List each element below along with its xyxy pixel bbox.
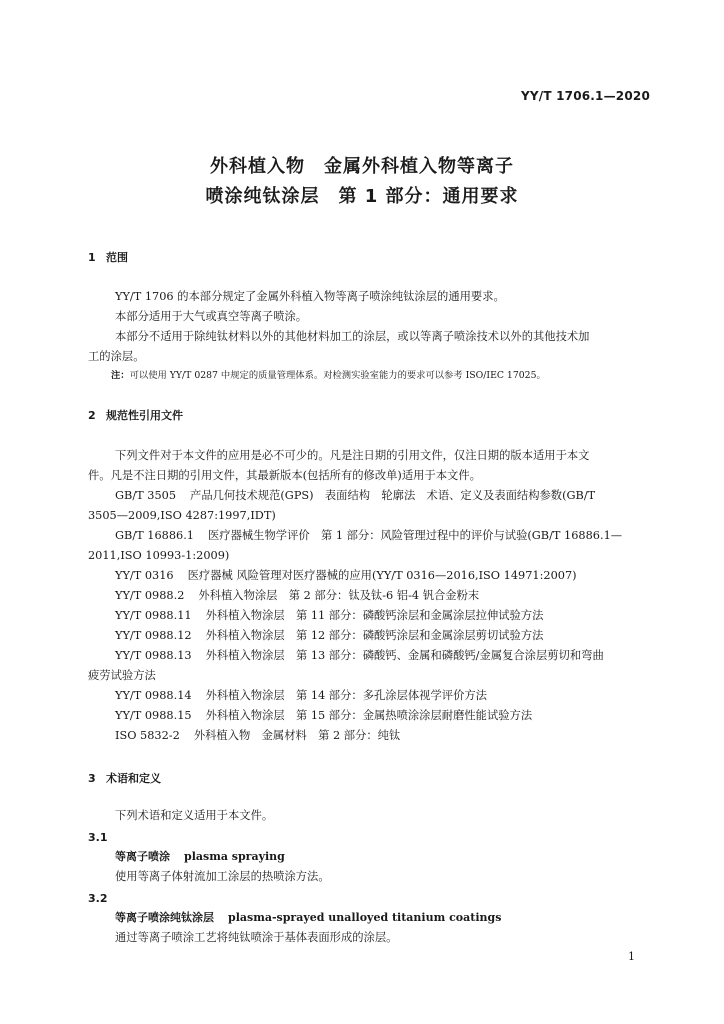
reference-code: YY/T 0988.12	[115, 629, 192, 642]
reference-title: 外科植入物 金属材料 第 2 部分：纯钛	[193, 729, 401, 742]
section-title: 规范性引用文件	[106, 409, 183, 422]
section-2-heading	[88, 407, 183, 423]
reference-title: 医疗器械生物学评价 第 1 部分：风险管理过程中的评价与试验(GB/T 16886.1—	[207, 529, 623, 542]
section-number: 2	[88, 409, 96, 422]
reference-item	[115, 486, 595, 506]
reference-title: 医疗器械 风险管理对医疗器械的应用(YY/T 0316—2016,ISO 14971:2007)	[187, 569, 577, 582]
term-entry	[115, 847, 285, 867]
reference-title: 外科植入物涂层 第 13 部分：磷酸钙、金属和磷酸钙/金属复合涂层剪切和弯曲	[205, 649, 604, 662]
reference-item	[115, 586, 479, 606]
term-english: plasma spraying	[184, 850, 285, 863]
section-3-heading	[88, 770, 161, 786]
reference-code: GB/T 16886.1	[115, 529, 194, 542]
terms-intro: 下列术语和定义适用于本文件。	[115, 809, 274, 822]
section-1-heading	[88, 249, 128, 265]
reference-item	[115, 706, 532, 726]
term-definition: 通过等离子喷涂工艺将纯钛喷涂于基体表面形成的涂层。	[115, 931, 398, 944]
term-definition: 使用等离子体射流加工涂层的热喷涂方法。	[115, 870, 330, 883]
scope-paragraph-3-line-1: 本部分不适用于除纯钛材料以外的其他材料加工的涂层，或以等离子喷涂技术以外的其他技术加	[115, 330, 590, 343]
scope-paragraph-2: 本部分适用于大气或真空等离子喷涂。	[115, 310, 308, 323]
reference-title: 外科植入物涂层 第 14 部分：多孔涂层体视学评价方法	[205, 689, 487, 702]
reference-code: YY/T 0988.13	[115, 649, 192, 662]
section-title: 范围	[106, 251, 128, 264]
reference-code: YY/T 0988.14	[115, 689, 192, 702]
reference-continuation: 疲劳试验方法	[88, 669, 156, 682]
scope-paragraph-3-line-2: 工的涂层。	[88, 350, 145, 363]
reference-code: YY/T 0988.15	[115, 709, 192, 722]
reference-continuation: 3505—2009,ISO 4287:1997,IDT)	[88, 509, 276, 522]
reference-item	[115, 646, 604, 666]
page-number: 1	[628, 950, 635, 963]
reference-code: YY/T 0316	[115, 569, 174, 582]
term-number: 3.2	[88, 892, 108, 905]
reference-item	[115, 726, 400, 746]
reference-title: 产品几何技术规范(GPS) 表面结构 轮廓法 术语、定义及表面结构参数(GB/T	[190, 489, 596, 502]
note-label: 注：	[111, 370, 130, 381]
section-number: 1	[88, 251, 96, 264]
reference-code: YY/T 0988.11	[115, 609, 192, 622]
term-number: 3.1	[88, 831, 108, 844]
reference-item	[115, 626, 543, 646]
reference-item	[115, 526, 622, 546]
term-chinese: 等离子喷涂	[115, 850, 170, 863]
section-number: 3	[88, 772, 96, 785]
scope-paragraph-1: YY/T 1706 的本部分规定了金属外科植入物等离子喷涂纯钛涂层的通用要求。	[115, 290, 505, 303]
note-text: 可以使用 YY/T 0287 中规定的质量管理体系。对检测实验室能力的要求可以参考 ISO/IEC 17025。	[129, 370, 546, 381]
section-title: 术语和定义	[106, 772, 161, 785]
document-title-line-1: 外科植入物 金属外科植入物等离子	[210, 156, 514, 177]
references-intro-line-1: 下列文件对于本文件的应用是必不可少的。凡是注日期的引用文件，仅注日期的版本适用于本文	[115, 449, 590, 462]
term-chinese: 等离子喷涂纯钛涂层	[115, 911, 214, 924]
reference-item	[115, 566, 577, 586]
reference-code: GB/T 3505	[115, 489, 177, 502]
reference-code: ISO 5832-2	[115, 729, 180, 742]
term-english: plasma-sprayed unalloyed titanium coatings	[228, 911, 502, 924]
reference-title: 外科植入物涂层 第 2 部分：钛及钛-6 铝-4 钒合金粉末	[198, 589, 480, 602]
references-intro-line-2: 件。凡是不注日期的引用文件，其最新版本(包括所有的修改单)适用于本文件。	[88, 469, 481, 482]
reference-code: YY/T 0988.2	[115, 589, 185, 602]
reference-title: 外科植入物涂层 第 11 部分：磷酸钙涂层和金属涂层拉伸试验方法	[205, 609, 544, 622]
reference-title: 外科植入物涂层 第 15 部分：金属热喷涂涂层耐磨性能试验方法	[205, 709, 533, 722]
reference-item	[115, 606, 543, 626]
document-title-line-2: 喷涂纯钛涂层 第 1 部分：通用要求	[205, 186, 519, 207]
scope-note	[111, 366, 546, 386]
reference-title: 外科植入物涂层 第 12 部分：磷酸钙涂层和金属涂层剪切试验方法	[205, 629, 544, 642]
standard-code: YY/T 1706.1—2020	[520, 89, 650, 103]
reference-continuation: 2011,ISO 10993-1:2009)	[88, 549, 230, 562]
term-entry	[115, 908, 501, 928]
reference-item	[115, 686, 487, 706]
